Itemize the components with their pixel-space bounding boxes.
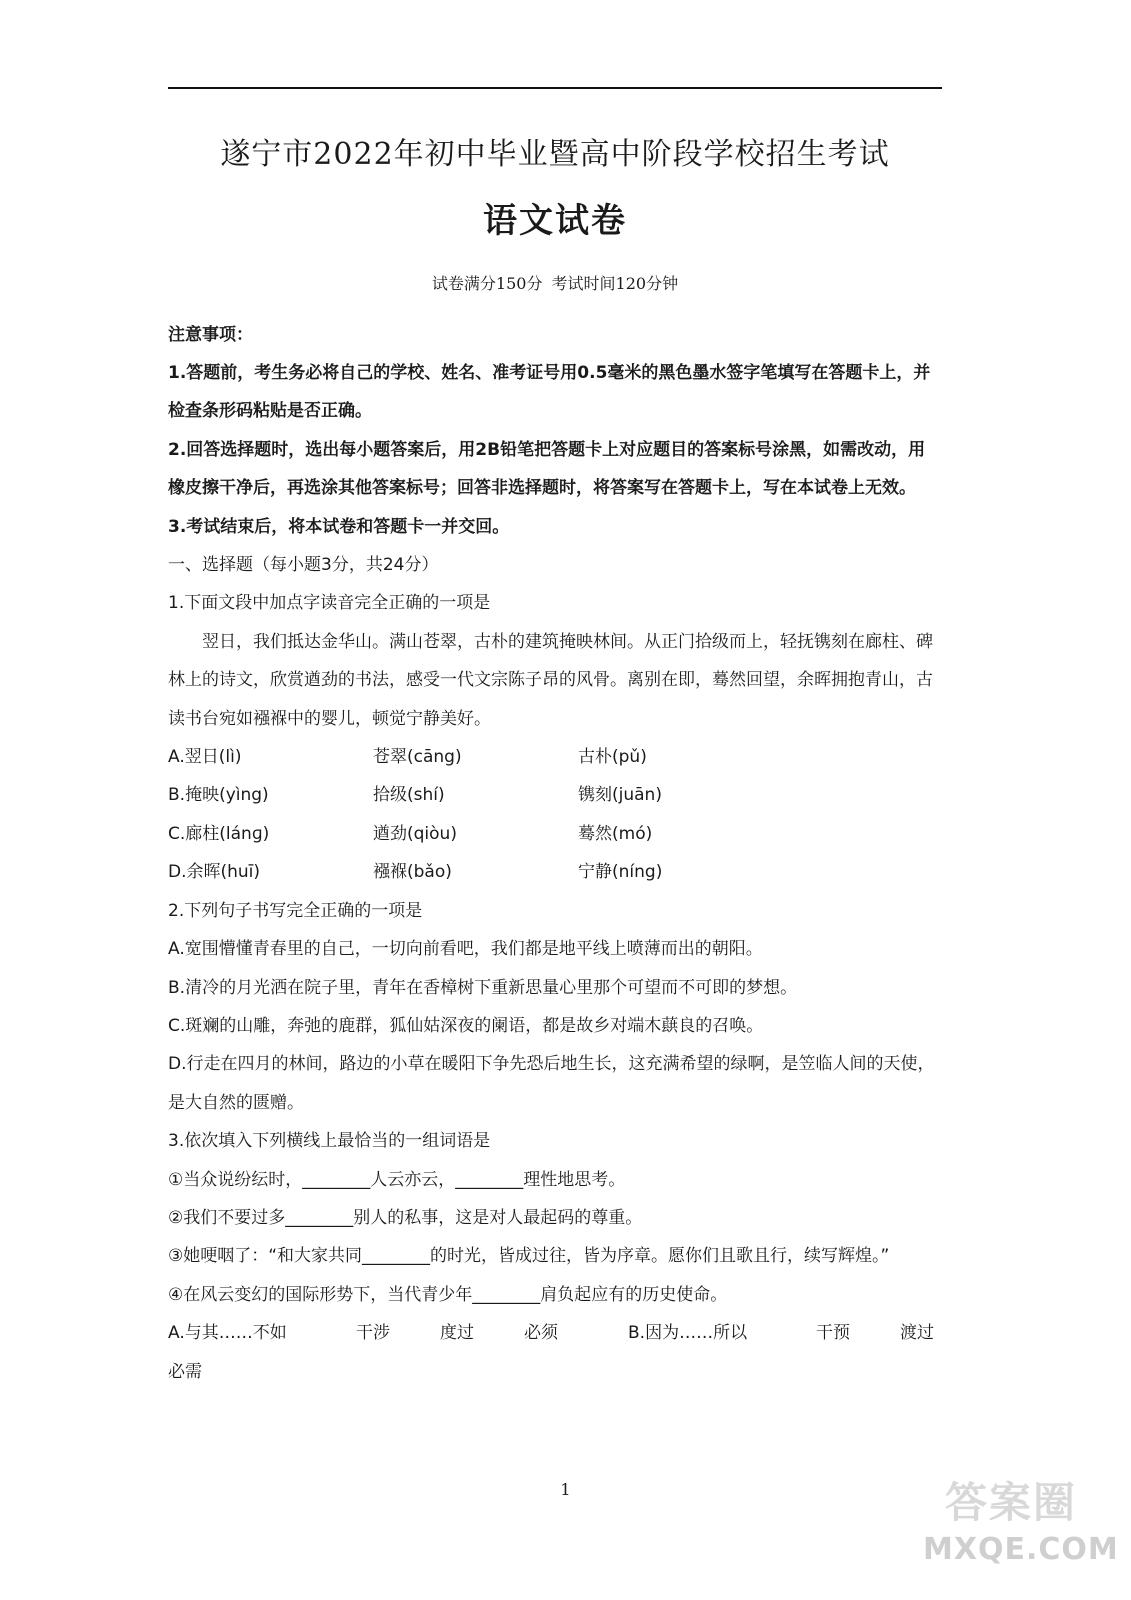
- exam-page: [168, 130, 942, 1391]
- q3-choice: 度过: [440, 1323, 474, 1344]
- q1-passage: 翌日，我们抵达金华山。满山苍翠，古朴的建筑掩映林间。从正门拾级而上，轻抚镌刻在廊柱、碑林上的诗文，欣赏遒劲的书法，感受一代文宗陈子昂的风骨。离别在即，蓦然回望，余晖拥抱青山，古读书台宛如襁褓中的婴儿，顿觉宁静美好。: [168, 631, 933, 729]
- q1-stem: 1.下面文段中加点字读音完全正确的一项是: [168, 593, 491, 614]
- q1-option-row: [168, 738, 942, 776]
- q1-option-row: [168, 815, 942, 853]
- notice-item-2: 2.回答选择题时，选出每小题答案后，用2B铅笔把答题卡上对应题目的答案标号涂黑，如需改动，用橡皮擦干净后，再选涂其他答案标号；回答非选择题时，将答案写在答题卡上，写在本试卷上无效。: [168, 439, 926, 499]
- exam-title: 遂宁市2022年初中毕业暨高中阶段学校招生考试: [220, 137, 890, 172]
- q1-option-cell: 遒劲(qiòu): [373, 823, 457, 844]
- q3-line: ①当众说纷纭时，________人云亦云，________理性地思考。: [168, 1169, 626, 1190]
- watermark-url: MXQE.COM: [923, 1532, 1119, 1567]
- watermark-text: 答案圈: [945, 1478, 1078, 1527]
- q2-option: A.宽围懵懂青春里的自己，一切向前看吧，我们都是地平线上喷薄而出的朝阳。: [168, 939, 763, 960]
- q2-stem: 2.下列句子书写完全正确的一项是: [168, 900, 423, 921]
- q3-stem: 3.依次填入下列横线上最恰当的一组词语是: [168, 1131, 491, 1152]
- q3-choice: 干预: [816, 1323, 850, 1344]
- q2-option: D.行走在四月的林间，路边的小草在暖阳下争先恐后地生长，这充满希望的绿啊，是笠临人间的天使，是大自然的匮赠。: [168, 1054, 935, 1113]
- q3-line: ③她哽咽了：“和大家共同________的时光，皆成过往，皆为序章。愿你们且歌且行，续写辉煌。”: [168, 1246, 890, 1267]
- section-heading: 一、选择题（每小题3分，共24分）: [168, 555, 439, 576]
- q3-line: ④在风云变幻的国际形势下，当代青少年________肩负起应有的历史使命。: [168, 1284, 728, 1305]
- exam-subtitle: 语文试卷: [483, 201, 627, 241]
- q1-option-cell: 苍翠(cāng): [373, 747, 462, 768]
- q2-option: C.斑斓的山雕，奔弛的鹿群，狐仙姑深夜的阑语，都是故乡对端木蕻良的召唤。: [168, 1015, 764, 1036]
- q1-option-cell: B.掩映(yìng): [168, 785, 269, 806]
- q1-option-cell: 镌刻(juān): [578, 785, 662, 806]
- q2-option: B.清冷的月光洒在院子里，青年在香樟树下重新思量心里那个可望而不可即的梦想。: [168, 977, 798, 998]
- exam-meta: 试卷满分150分 考试时间120分钟: [431, 274, 679, 293]
- q3-choices-continued: 必需: [168, 1361, 202, 1382]
- q3-choices-row: [168, 1314, 942, 1352]
- q1-option-cell: 宁静(níng): [578, 862, 663, 883]
- page-number: 1: [560, 1480, 571, 1499]
- notice-item-1: 1.答题前，考生务必将自己的学校、姓名、准考证号用0.5毫米的黑色墨水签字笔填写在答题卡上，并检查条形码粘贴是否正确。: [168, 363, 931, 422]
- q1-option-cell: 襁褓(bǎo): [373, 862, 452, 883]
- q3-choice: B.因为……所以: [628, 1323, 748, 1344]
- q3-line: ②我们不要过多________别人的私事，这是对人最起码的尊重。: [168, 1207, 643, 1228]
- notice-item-3: 3.考试结束后，将本试卷和答题卡一并交回。: [168, 516, 510, 537]
- q1-option-cell: A.翌日(lì): [168, 747, 242, 768]
- q3-choice: A.与其……不如: [168, 1323, 287, 1344]
- watermark-logo: [923, 1470, 1119, 1580]
- q1-option-cell: D.余晖(huī): [168, 862, 261, 883]
- q1-option-row: [168, 776, 942, 814]
- q1-option-cell: 拾级(shí): [373, 785, 445, 806]
- notice-heading: 注意事项：: [168, 325, 253, 345]
- top-rule: [168, 87, 942, 89]
- q1-option-cell: 古朴(pǔ): [578, 747, 647, 768]
- q1-option-cell: C.廊柱(lánɡ): [168, 823, 270, 844]
- q3-choice: 必须: [524, 1323, 558, 1344]
- q3-choice: 渡过: [900, 1323, 934, 1344]
- q1-option-row: [168, 853, 942, 891]
- q3-choice: 干涉: [356, 1323, 390, 1344]
- q1-option-cell: 蓦然(mó): [578, 823, 653, 844]
